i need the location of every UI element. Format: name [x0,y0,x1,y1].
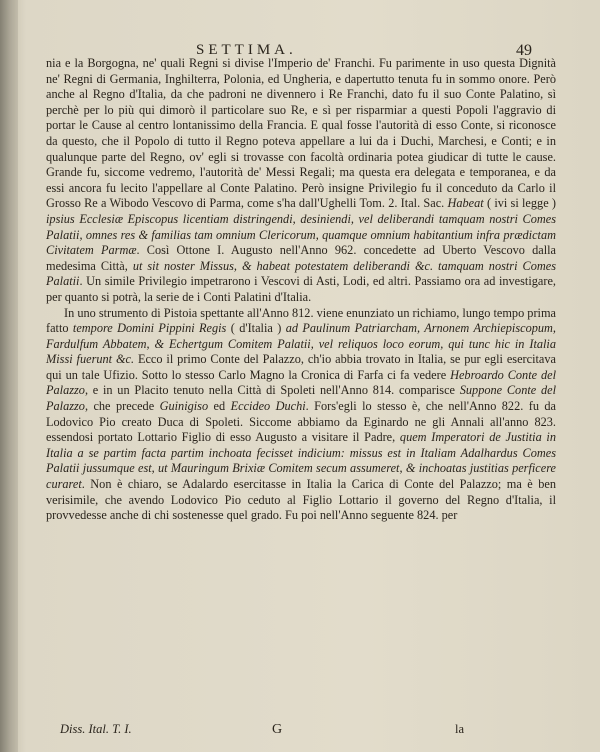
italic-latin-run: Guinigiso [159,399,209,414]
italic-latin-run: Eccideo Duchi [230,399,306,414]
italic-latin-run: ad Paulinum Patriarcham, Arnonem Archiepiscopum, Fardulfum Abbatem, & Echertgum Comitem Palatii, vel reliquos loco eorum, qui tunc hic in Italia Missi fuerunt &c. [46,321,556,367]
italic-latin-run: Suppone Conte del Palazzo [46,383,557,414]
text-run: Ecco il primo Conte del Palazzo, ch'io abbia trovato in Italia, se pur egli esercitava qui un tale Ufizio. Sotto lo stesso Carlo Magno la Cronica di Farfa ci fa vedere [46,352,556,382]
italic-latin-run: tempore Domini Pippini Regis [72,321,227,336]
text-run: nia e la Borgogna, ne' quali Regni si divise l'Imperio de' Franchi. Fu parimente in uso questa Dignità ne' Regni di Germania, Inghilterra, Polonia, ed Ungheria, e dapertutto tenuta fu in sommo onore. Però anche al Regno d'Italia, da che padroni ne divennero i Re Franchi, dato fu il suo Conte Palatino, sì perchè per lo più qui dimorò il particolare suo Re, e sì per risparmiar a questi Popoli l'aggravio di portar le Cause al centro lontanissimo della Francia. E qual fosse l'autorità di esso Conte, si riconosce da questo, che il Popolo di tutto il Regno poteva appellare a lui da i Duchi, Marchesi, e Conti; e in qualunque parte del Regno, ov' egli si trovasse con facoltà ordinaria potea giudicar di tutte le cause. Grande fu, siccome vedremo, l'autorità de' Messi Regali; ma questa era delegata e temporanea, e da essi ancora fu lecito l'appellare al Conte Palatino. Però insigne Privilegio fu il conceduto da Carlo il Grosso Re a Wibodo Vescovo di Parma, come s'ha dall'Ughelli Tom. 2. Ital. Sac. [46,56,556,211]
text-run: , e in un Placito tenuto nella Città di Spoleti nell'Anno 814. comparisce [84,383,460,398]
footer-volume-reference: Diss. Ital. T. I. [60,722,132,736]
page-number: 49 [516,42,532,59]
text-run: In uno strumento di Pistoia spettante all'Anno 812. viene enunziato un richiamo, lungo tempo prima fatto [46,305,556,336]
text-run: , che precede [84,399,160,414]
italic-latin-run: Hebroardo Conte del Palazzo [46,367,556,398]
italic-latin-run: Habeat [447,196,484,211]
text-run: . Un simile Privilegio impetrarono i Vescovi di Asti, Lodi, ed altri. Passiamo ora ad investigare, per quanto si potrà, la serie de i Conti Palatini d'Italia. [46,274,556,304]
italic-latin-run: ipsius Ecclesiæ Episcopus licentiam distringendi, desiniendi, vel deliberandi tamquam nostri Comes Palatii, omnes res & familias tam omnium Clericorum, quamque omnium habitantium infra prædictam Civitatem Parmæ [46,211,556,258]
text-run: . Così Ottone I. Augusto nell'Anno 962. concedette ad Uberto Vescovo dalla medesima Città, [46,243,556,273]
running-head: SETTIMA. [196,42,297,58]
body-text [46,56,556,524]
text-run: . Non è chiaro, se Adalardo esercitasse in Italia la Carica di Conte del Palazzo; ma è ben verisimile, che avendo Lodovico Pio ceduto al Figlio Lottario il governo del Regno d'Italia, il provvedesse anche di chi sostenesse quel grado. Fu poi nell'Anno seguente 824. per [46,477,556,523]
catchword: la [454,722,464,736]
paragraph-2 [46,306,556,524]
italic-latin-run: ut sit noster Missus, & habeat potestatem deliberandi &c. tamquam nostri Comes Palatii [46,258,556,289]
text-run: ed [208,399,231,414]
text-run: ( d'Italia ) [226,321,286,336]
italic-latin-run: quem Imperatori de Justitia in Italia a se partim facta partim inchoata fecisset indicium: missus est in Italiam Adalhardus Comes Palatii jussumque est, ut Mauringum Brixiæ Comitem secum assumeret, & inchoatas justitias perficere curaret [46,430,557,492]
page-footer [0,722,600,740]
text-run: . Fors'egli lo stesso è, che nell'Anno 822. fu da Lodovico Pio creato Duca di Spoleti. Siccome abbiamo da Eginardo ne gli Annali all'anno 823. essendosi portato Lottario Figlio di esso Augusto a visitare il Padre, [46,399,556,445]
signature-mark: G [272,722,283,737]
text-run: ( ivi si legge ) [483,196,557,211]
paragraph-1 [46,56,556,306]
page-gutter-shadow [0,0,18,752]
